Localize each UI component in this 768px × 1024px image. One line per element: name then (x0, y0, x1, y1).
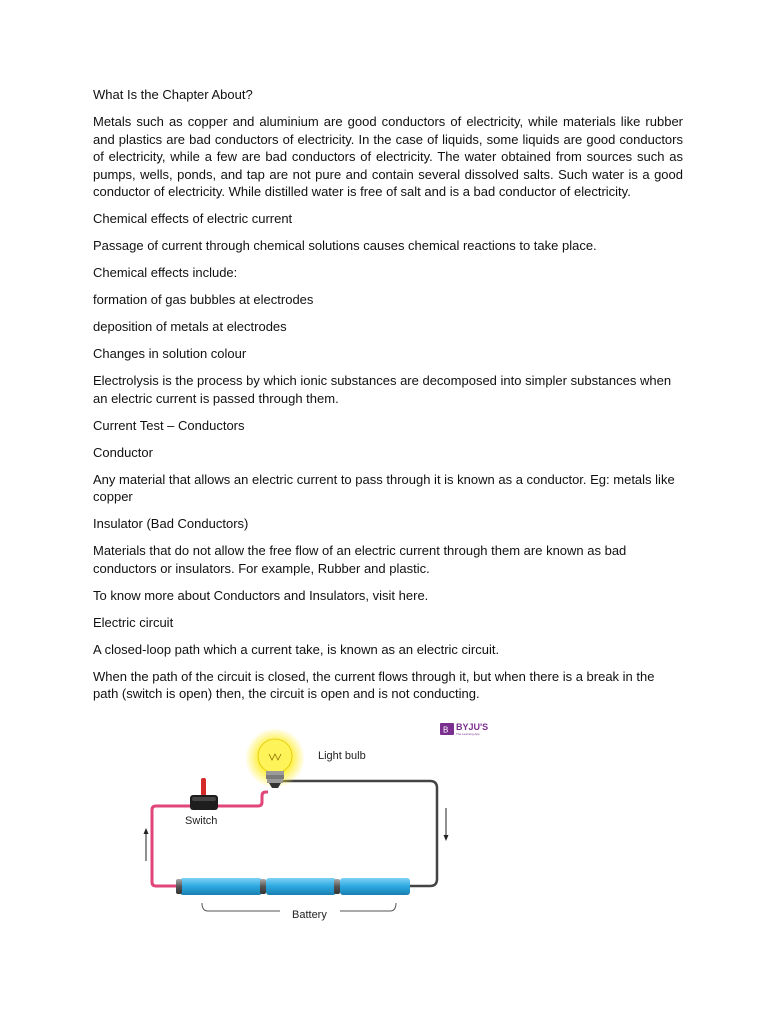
battery-label: Battery (292, 909, 327, 921)
electrolysis-paragraph: Electrolysis is the process by which ionic substances are decomposed into simpler substances when an electric current is passed through them. (93, 373, 672, 406)
switch-icon (190, 778, 218, 810)
light-bulb-icon (245, 728, 305, 788)
brand-name: BYJU'S (456, 722, 489, 732)
circuit-diagram-svg (130, 716, 510, 931)
chapter-heading: What Is the Chapter About? (93, 87, 253, 102)
effect-item-colour-change: Changes in solution colour (93, 346, 247, 361)
circuit-diagram (130, 716, 510, 931)
chemical-effects-text: Passage of current through chemical solutions causes chemical reactions to take place. (93, 238, 597, 253)
switch-label: Switch (185, 815, 218, 827)
light-bulb-label: Light bulb (318, 750, 366, 762)
svg-text:B: B (443, 725, 449, 735)
battery-icon (176, 878, 410, 895)
effect-item-gas-bubbles: formation of gas bubbles at electrodes (93, 292, 314, 307)
current-test-title: Current Test – Conductors (93, 417, 245, 433)
brand-tagline: The Learning App (456, 732, 480, 736)
insulator-title: Insulator (Bad Conductors) (93, 516, 249, 531)
circuit-definition: A closed-loop path which a current take, is known as an electric circuit. (93, 641, 500, 657)
effect-item-deposition: deposition of metals at electrodes (93, 319, 287, 334)
current-arrow-down-icon (444, 808, 449, 841)
circuit-explanation: When the path of the circuit is closed, the current flows through it, but when there is a break in the path (switch is open) then, the circuit is open and is not conducting. (93, 668, 655, 701)
current-arrow-up-icon (144, 828, 149, 861)
wire-right (282, 781, 437, 886)
intro-paragraph: Metals such as copper and aluminium are good conductors of electricity, while materials like rubber and plastics are bad conductors of electricity. In the case of liquids, some liquids are good conductors of electricity, while a few are bad conductors of electricity. The water obtained from sources such as pumps, wells, ponds, and tap are not pure and contain several dissolved salts. Such water is a good conductor of electricity. While distilled water is free of salt and is a bad conductor of electricity. (93, 114, 683, 199)
conductor-title: Conductor (93, 444, 153, 460)
wire-switch-to-bulb (218, 792, 268, 806)
circuit-title: Electric circuit (93, 614, 174, 630)
chemical-effects-title: Chemical effects of electric current (93, 211, 293, 226)
insulator-text: Materials that do not allow the free flow of an electric current through them are known as bad conductors or insulators. For example, Rubber and plastic. (93, 543, 627, 576)
know-more-text: To know more about Conductors and Insulators, visit here. (93, 587, 429, 603)
brand-logo (440, 722, 488, 736)
effects-include-label: Chemical effects include: (93, 265, 238, 280)
document-body (93, 86, 683, 712)
conductor-text: Any material that allows an electric current to pass through it is known as a conductor. Eg: metals like copper (93, 471, 675, 504)
